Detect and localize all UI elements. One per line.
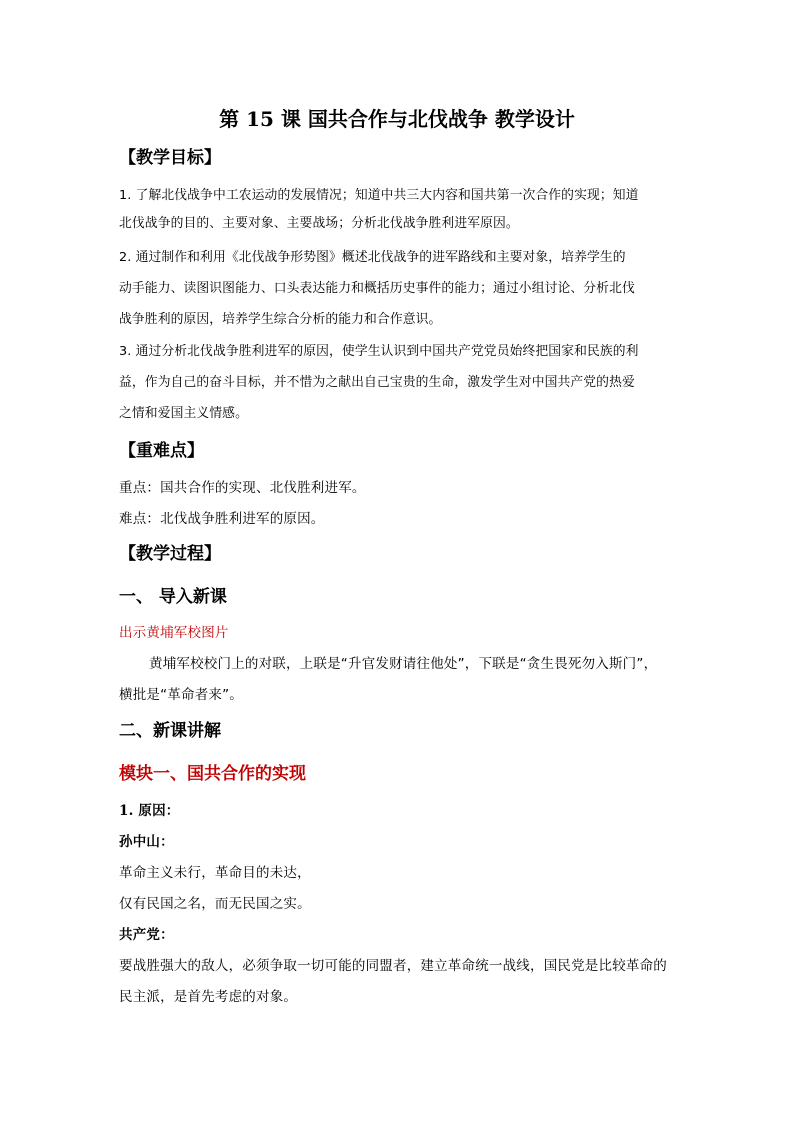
part1-line: 黄埔军校校门上的对联，上联是“升官发财请往他处”，下联是“贪生畏死勿入斯门”，: [149, 656, 658, 672]
part2-heading: 二、新课讲解: [119, 721, 221, 741]
objective-line: 3. 通过分析北伐战争胜利进军的原因，使学生认识到中国共产党党员始终把国家和民族的利: [119, 344, 639, 359]
objectives-heading: 【教学目标】: [119, 148, 221, 168]
sun-line: 革命主义未行，革命目的未达，: [119, 865, 311, 881]
sun-line: 仅有民国之名，而无民国之实。: [119, 896, 311, 912]
cpc-line: 要战胜强大的敌人，必须争取一切可能的同盟者，建立革命统一战线，国民党是比较革命的: [119, 958, 667, 974]
part1-note: 出示黄埔军校图片: [119, 625, 229, 641]
objective-line: 益，作为自己的奋斗目标，并不惜为之献出自己宝贵的生命，激发学生对中国共产党的热爱: [119, 375, 635, 390]
cause-heading: 1. 原因：: [119, 803, 180, 819]
cpc-line: 民主派，是首先考虑的对象。: [119, 989, 298, 1005]
document-title: 第 15 课 国共合作与北伐战争 教学设计: [219, 107, 575, 131]
cpc-label: 共产党：: [119, 927, 174, 943]
objective-line: 1. 了解北伐战争中工农运动的发展情况；知道中共三大内容和国共第一次合作的实现；知道: [119, 188, 639, 203]
objective-line: 北伐战争的目的、主要对象、主要战场；分析北伐战争胜利进军原因。: [119, 216, 519, 231]
part1-line: 横批是“革命者来”。: [119, 687, 243, 703]
objective-line: 2. 通过制作和利用《北伐战争形势图》概述北伐战争的进军路线和主要对象，培养学生的: [119, 250, 626, 265]
objective-line: 战争胜利的原因，培养学生综合分析的能力和合作意识。: [119, 312, 442, 327]
part1-heading: 一、 导入新课: [119, 587, 227, 607]
process-heading: 【教学过程】: [119, 544, 221, 564]
objective-line: 之情和爱国主义情感。: [119, 406, 248, 421]
key-point-focus: 重点：国共合作的实现、北伐胜利进军。: [119, 480, 366, 496]
objective-line: 动手能力、读图识图能力、口头表达能力和概括历史事件的能力；通过小组讨论、分析北伐: [119, 281, 635, 296]
key-point-difficulty: 难点：北伐战争胜利进军的原因。: [119, 511, 325, 527]
sun-label: 孙中山：: [119, 834, 174, 850]
key-points-heading: 【重难点】: [119, 441, 204, 461]
module-heading: 模块一、国共合作的实现: [119, 764, 306, 784]
